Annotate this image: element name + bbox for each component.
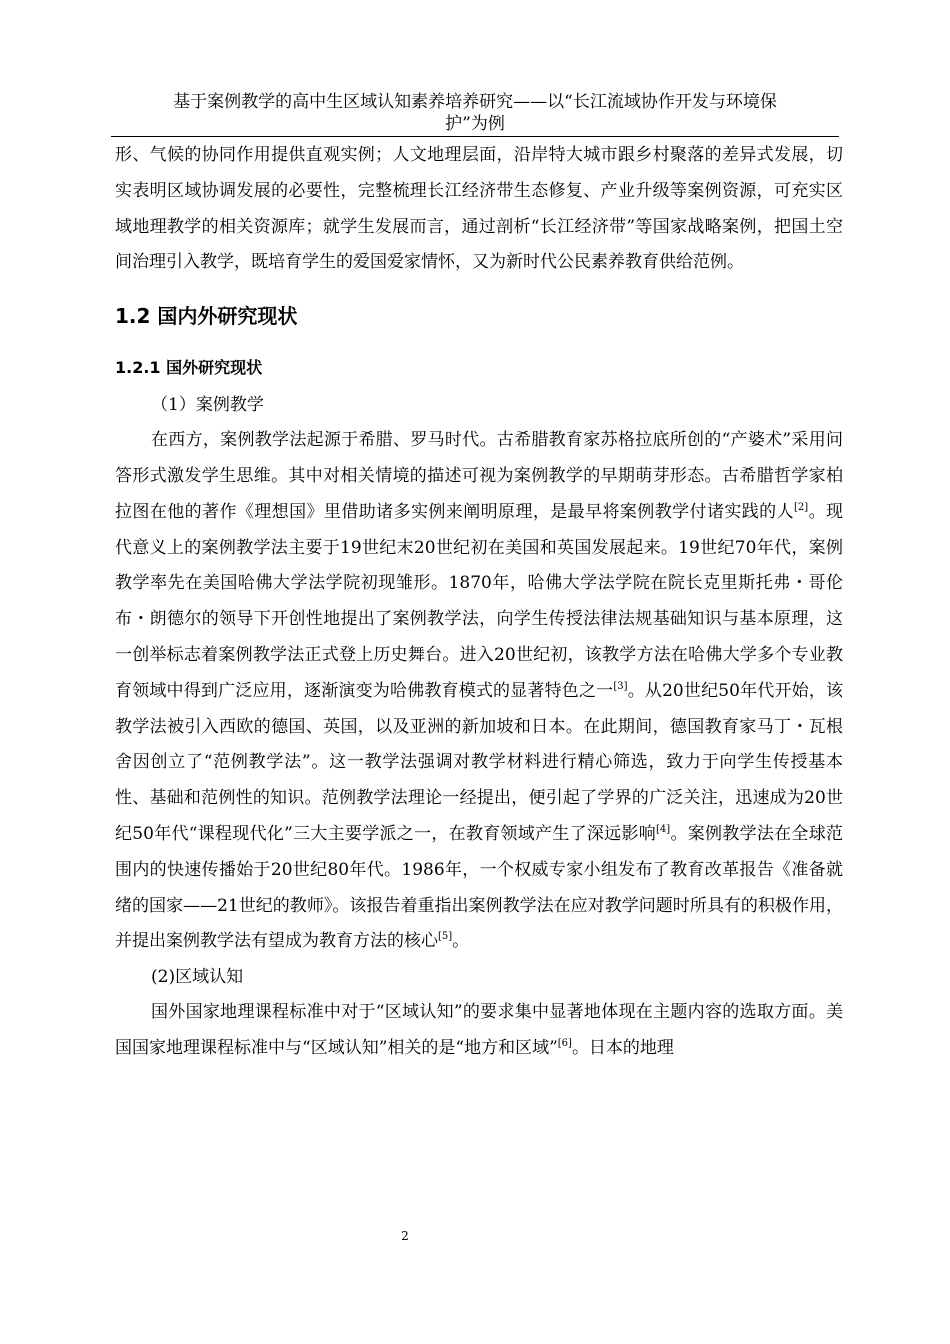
citation: [5] <box>438 931 453 943</box>
running-header <box>115 91 835 135</box>
paragraph-regional-cognition <box>115 995 843 1067</box>
section-heading: 1.2 国内外研究现状 <box>115 304 298 329</box>
page-number: 2 <box>401 1229 409 1243</box>
paragraph-continued: 形、气候的协同作用提供直观实例；人文地理层面，沿岸特大城市跟乡村聚落的差异式发展，切实表明区域协调发展的必要性，完整梳理长江经济带生态修复、产业升级等案例资源，可充实区域地理教学的相关资源库；就学生发展而言，通过剖析“长江经济带”等国家战略案例，把国土空间治理引入教学，既培育学生的爱国爱家情怀，又为新时代公民素养教育供给范例。 <box>115 145 843 273</box>
citation: [3] <box>613 680 628 692</box>
subsection-heading: 1.2.1 国外研究现状 <box>115 358 263 378</box>
header-divider <box>111 136 839 137</box>
text-segment: 。现代意义上的案例教学法主要于19世纪末20世纪初在美国和英国发展起来。19世纪70年代，案例教学率先在美国哈佛大学法学院初现雏形。1870年，哈佛大学法学院在院长克里斯托弗・哥伦布・朗德尔的领导下开创性地提出了案例教学法，向学生传授法律法规基础知识与基本原理，这一创举标志着案例教学法正式登上历史舞台。进入20世纪初，该教学方法在哈佛大学多个专业教育领域中得到广泛应用，逐渐演变为哈佛教育模式的显著特色之一 <box>115 501 844 701</box>
citation: [2] <box>794 501 809 513</box>
text-segment: 在西方，案例教学法起源于希腊、罗马时代。古希腊教育家苏格拉底所创的“产婆术”采用问答形式激发学生思维。其中对相关情境的描述可视为案例教学的早期萌芽形态。古希腊哲学家柏拉图在他的著作《理想国》里借助诸多实例来阐明原理，是最早将案例教学付诸实践的人 <box>115 430 843 522</box>
item-heading-regional-cognition: (2)区域认知 <box>151 967 244 988</box>
header-line-2: 护”为例 <box>445 114 505 134</box>
item-heading-case-teaching: （1）案例教学 <box>151 395 264 416</box>
text-segment: 。日本的地理 <box>571 1037 674 1058</box>
citation: [4] <box>656 823 671 835</box>
page-body <box>115 138 843 1067</box>
citation: [6] <box>557 1037 572 1049</box>
text-segment: 。 <box>452 931 470 952</box>
header-line-1: 基于案例教学的高中生区域认知素养培养研究——以“长江流域协作开发与环境保 <box>173 92 777 112</box>
paragraph-case-teaching <box>115 423 843 960</box>
text-segment: 。从20世纪50年代开始，该教学法被引入西欧的德国、英国，以及亚洲的新加坡和日本。在此期间，德国教育家马丁・瓦根舍因创立了“范例教学法”。这一教学法强调对教学材料进行精心筛选，致力于向学生传授基本性、基础和范例性的知识。范例教学法理论一经提出，便引起了学界的广泛关注，迅速成为20世纪50年代“课程现代化”三大主要学派之一，在教育领域产生了深远影响 <box>115 680 844 844</box>
text-segment: 国外国家地理课程标准中对于“区域认知”的要求集中显著地体现在主题内容的选取方面。美国国家地理课程标准中与“区域认知”相关的是“地方和区域” <box>115 1002 843 1058</box>
text-segment: 。案例教学法在全球范围内的快速传播始于20世纪80年代。1986年，一个权威专家小组发布了教育改革报告《准备就绪的国家——21世纪的教师》。该报告着重指出案例教学法在应对教学问题时所具有的积极作用，并提出案例教学法有望成为教育方法的核心 <box>115 823 843 952</box>
